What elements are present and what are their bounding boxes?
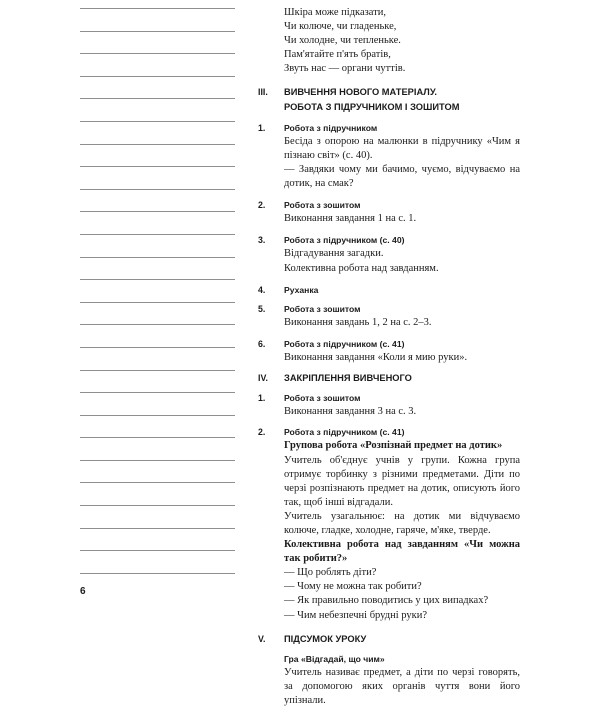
item bbox=[258, 337, 520, 365]
section-iv bbox=[258, 371, 520, 385]
item-text: Відгадування загадки. bbox=[284, 248, 384, 260]
item-text: Колективна робота над завданням. bbox=[284, 262, 439, 274]
item-title: Руханка bbox=[284, 284, 319, 295]
item-title: Робота з зошитом bbox=[284, 200, 361, 211]
item-text: Виконання завдання 3 на с. 3. bbox=[284, 406, 417, 418]
item bbox=[258, 198, 520, 226]
group-work-title: Групова робота «Розпізнай предмет на дотик» bbox=[284, 440, 503, 452]
writing-line bbox=[80, 324, 235, 325]
writing-line bbox=[80, 257, 235, 258]
item-text: Бесіда з опорою на малюнки в підручнику «Чим я пізнаю світ» (с. 40). bbox=[284, 135, 520, 161]
item-number: 6. bbox=[258, 338, 266, 349]
writing-line bbox=[80, 573, 235, 574]
writing-line bbox=[80, 211, 235, 212]
item-text: Виконання завдання 1 на с. 1. bbox=[284, 213, 417, 225]
collective-work-title: Колективна робота над завданням «Чи можна так робити?» bbox=[284, 539, 520, 565]
page-number: 6 bbox=[80, 586, 86, 597]
question: — Чим небезпечні брудні руки? bbox=[284, 609, 428, 621]
writing-line bbox=[80, 505, 235, 506]
question: — Чому не можна так робити? bbox=[284, 581, 422, 593]
writing-line bbox=[80, 437, 235, 438]
writing-line bbox=[80, 31, 235, 32]
item-number: 3. bbox=[258, 235, 266, 246]
teacher-summary: Учитель узагальнює: на дотик ми відчуваємо колюче, гладке, холодне, гаряче, м'яке, тверде. bbox=[284, 510, 520, 536]
writing-line bbox=[80, 76, 235, 77]
poem-line: Шкіра може підказати, bbox=[284, 7, 387, 18]
writing-line bbox=[80, 98, 235, 99]
item-number: 1. bbox=[258, 122, 266, 133]
item-title: Робота з підручником (с. 41) bbox=[284, 427, 405, 438]
game-block bbox=[258, 652, 520, 708]
writing-line bbox=[80, 370, 235, 371]
poem-line: Пам'ятайте п'ять братів, bbox=[284, 49, 391, 61]
section-v bbox=[258, 632, 520, 646]
poem bbox=[258, 6, 520, 76]
writing-line bbox=[80, 415, 235, 416]
item-number: 1. bbox=[258, 393, 266, 404]
writing-line bbox=[80, 8, 235, 9]
item-title: Робота з зошитом bbox=[284, 303, 361, 314]
section-number: III. bbox=[258, 87, 268, 98]
item-number: 2. bbox=[258, 200, 266, 211]
writing-line bbox=[80, 144, 235, 145]
item-title: Робота з підручником bbox=[284, 122, 378, 133]
writing-line bbox=[80, 482, 235, 483]
section-title: ПІДСУМОК УРОКУ bbox=[284, 633, 367, 644]
item-title: Робота з зошитом bbox=[284, 393, 361, 404]
writing-line bbox=[80, 166, 235, 167]
game-text: Учитель називає предмет, а діти по черзі говорять, за допомогою яких органів чуття вони його упізнали. bbox=[284, 666, 520, 707]
section-title: ВИВЧЕННЯ НОВОГО МАТЕРІАЛУ. bbox=[284, 87, 438, 98]
game-title: Гра «Відгадай, що чим» bbox=[284, 653, 385, 664]
item-title: Робота з підручником (с. 41) bbox=[284, 338, 405, 349]
item-number: 2. bbox=[258, 427, 266, 438]
group-work-text: Учитель об'єднує учнів у групи. Кожна група отримує торбинку з різними предметами. Діти по черзі розпізнають предмет на дотик, описують його так, щоб інші відгадали. bbox=[284, 454, 520, 508]
item bbox=[258, 391, 520, 419]
writing-line bbox=[80, 234, 235, 235]
poem-line: Звуть нас — органи чуттів. bbox=[284, 63, 406, 75]
poem-line: Чи холодне, чи тепленьке. bbox=[284, 35, 401, 47]
item bbox=[258, 121, 520, 191]
section-title-line2: РОБОТА З ПІДРУЧНИКОМ І ЗОШИТОМ bbox=[284, 101, 460, 112]
section-number: V. bbox=[258, 633, 266, 644]
item-number: 4. bbox=[258, 284, 266, 295]
writing-line bbox=[80, 53, 235, 54]
item bbox=[258, 233, 520, 275]
item bbox=[258, 302, 520, 330]
question: — Що роблять діти? bbox=[284, 567, 377, 579]
writing-line bbox=[80, 392, 235, 393]
writing-line bbox=[80, 347, 235, 348]
writing-line bbox=[80, 189, 235, 190]
section-iii bbox=[258, 85, 520, 113]
item-number: 5. bbox=[258, 303, 266, 314]
poem-line: Чи колюче, чи гладеньке, bbox=[284, 21, 397, 33]
writing-line bbox=[80, 121, 235, 122]
item-text: Виконання завдань 1, 2 на с. 2–3. bbox=[284, 316, 432, 328]
note-lines bbox=[80, 8, 235, 595]
lesson-content bbox=[258, 6, 520, 708]
item bbox=[258, 283, 520, 297]
writing-line bbox=[80, 460, 235, 461]
item bbox=[258, 425, 520, 622]
writing-line bbox=[80, 550, 235, 551]
writing-line bbox=[80, 528, 235, 529]
item-title: Робота з підручником (с. 40) bbox=[284, 235, 405, 246]
writing-line bbox=[80, 279, 235, 280]
section-title: ЗАКРІПЛЕННЯ ВИВЧЕНОГО bbox=[284, 373, 412, 384]
writing-line bbox=[80, 302, 235, 303]
item-text: — Завдяки чому ми бачимо, чуємо, відчуваємо на дотик, на смак? bbox=[284, 163, 520, 190]
question: — Як правильно поводитись у цих випадках? bbox=[284, 595, 489, 607]
section-number: IV. bbox=[258, 373, 268, 384]
item-text: Виконання завдання «Коли я мию руки». bbox=[284, 351, 468, 363]
